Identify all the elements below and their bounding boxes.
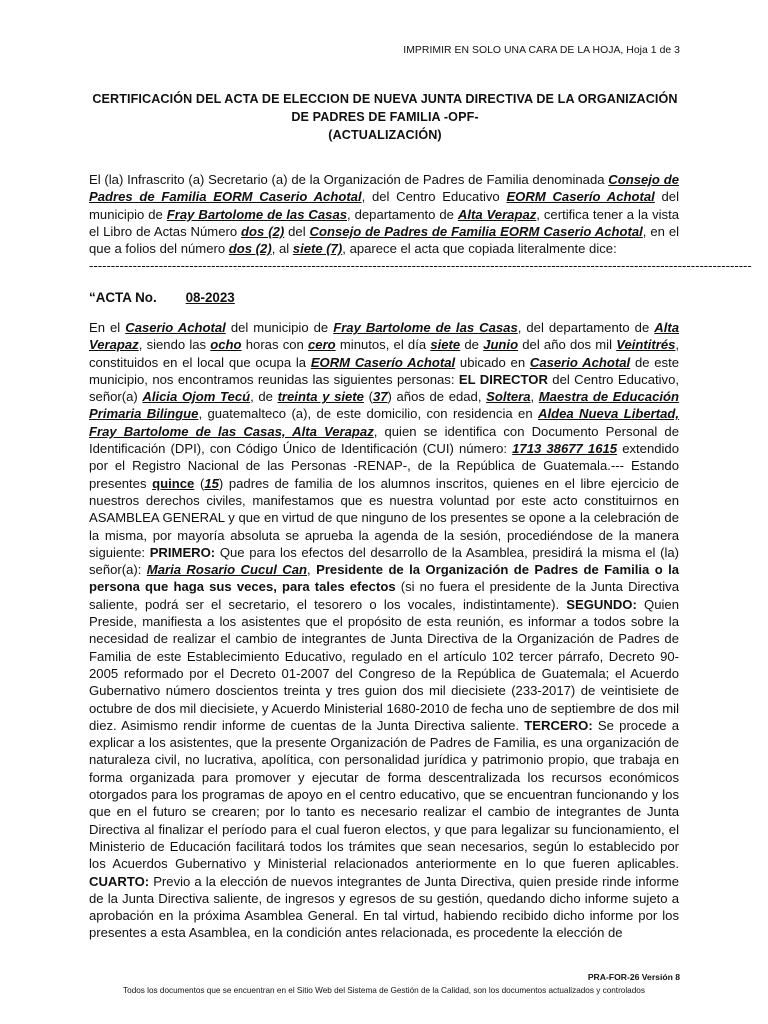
cui-number: 1713 38677 1615 <box>512 441 618 457</box>
text: del municipio de <box>89 189 679 222</box>
hour: ocho <box>210 337 242 353</box>
text: ubicado en <box>455 354 530 370</box>
residence: Aldea Nueva Libertad, Fray Bartolome de las Casas, Alta Verapaz <box>89 406 679 439</box>
text: Previo a la elección de nuevos integrantes de Junta Directiva, quien preside rinde informe de la Junta Directiva saliente, de ingresos y egresos de su gestión, quedando dicho informe sujeto a aprobación en la próxima Asamblea General. En tal virtud, habiendo recibido dicho informe por los presentes a esta Asamblea, en la condición antes relacionada, es procedente la elección de <box>89 873 679 941</box>
title-line-2: DE PADRES DE FAMILIA -OPF- <box>291 110 479 124</box>
dash-fill: -------------------------------------------------------------------------------------------------------------------------------------------------------- <box>89 258 752 274</box>
school-name: EORM Caserío Achotal <box>506 189 655 205</box>
text: , constituidos en el local que ocupa la <box>89 337 680 370</box>
text: del año dos mil <box>518 337 617 353</box>
text: El (la) Infrascrito (a) Secretario (a) de la Organización de Padres de Familia denominada <box>89 172 609 187</box>
attendees-words: quince <box>152 475 195 491</box>
document-title <box>70 90 700 144</box>
text: ( <box>363 389 373 405</box>
director-name: Alicia Ojom Tecú <box>142 389 251 405</box>
text: extendido por el Registro Nacional de las Personas -RENAP-, de la República de Guatemala.--- Estando presentes <box>89 441 679 491</box>
book-number: dos (2) <box>241 223 285 239</box>
section-cuarto: CUARTO: <box>89 873 150 889</box>
attendees-number: 15 <box>204 475 219 491</box>
acta-label: “ACTA No. <box>89 290 157 305</box>
profession: Maestra de Educación Primaria Bilingue <box>89 389 679 422</box>
text: Quien Preside, manifiesta a los asistentes que el propósito de esta reunión, es informar a todos sobre la necesidad de realizar el cambio de integrantes de Junta Directiva de la Organización de Padres de Familia de este Establecimiento Educativo, regulado en el artículo 102 tercer párrafo, Decreto 90-2005 reformado por el Decreto 01-2007 del Congreso de la República de Guatemala; el Acuerdo Gubernativo número doscientos treinta y tres guion dos mil diecisiete (233-2017) de veintisiete de octubre de dos mil diecisiete, y Acuerdo Ministerial 1680-2010 de fecha uno de septiembre de dos mil diez. Asimismo rendir informe de cuentas de la Junta Directiva saliente. <box>89 596 679 733</box>
title-line-3: (ACTUALIZACIÓN) <box>328 128 442 142</box>
location: Caserio Achotal <box>529 354 631 370</box>
text: Que para los efectos del desarrollo de la Asamblea, presidirá la misma el (la) señor(a): <box>89 544 679 578</box>
text: , de <box>250 389 278 405</box>
director-label: EL DIRECTOR <box>458 371 548 387</box>
municipality: Fray Bartolome de las Casas <box>166 206 348 222</box>
text: , siendo las <box>138 337 211 353</box>
text: minutos, el día <box>335 337 431 353</box>
text: (si no fuera el presidente de la Junta Directiva saliente, podrá ser el secretario, el tesorero o los vocales, indistintamente). <box>89 579 679 612</box>
day: siete <box>430 337 461 353</box>
text: , del Centro Educativo <box>361 189 507 205</box>
text: En el <box>89 320 126 335</box>
folio-to: siete (7) <box>292 241 343 257</box>
text: de <box>460 337 484 353</box>
org-name-2: Consejo de Padres de Familia EORM Caserio Achotal <box>309 223 643 239</box>
title-line-1: CERTIFICACIÓN DEL ACTA DE ELECCION DE NUEVA JUNTA DIRECTIVA DE LA ORGANIZACIÓN <box>92 92 678 106</box>
org-name: Consejo de Padres de Familia EORM Caserio Achotal <box>89 172 679 205</box>
caserio: Caserio Achotal <box>125 320 226 335</box>
section-segundo: SEGUNDO: <box>566 596 637 612</box>
footer-note: Todos los documentos que se encuentran en el Sitio Web del Sistema de Gestión de la Calidad, son los documentos actualizados y controlados <box>123 986 645 995</box>
folio-from: dos (2) <box>228 241 272 257</box>
text: del Centro Educativo, señor(a) <box>89 371 679 405</box>
president-name: Maria Rosario Cucul Can <box>146 562 308 578</box>
year: Veintitrés <box>616 337 676 353</box>
month: Junio <box>483 337 519 353</box>
text: ( <box>194 475 205 491</box>
acta-number-value: 08-2023 <box>185 290 235 305</box>
certification-paragraph <box>89 171 752 275</box>
text: ) años de edad, <box>387 389 487 405</box>
acta-number <box>89 290 258 305</box>
text: del <box>284 223 310 239</box>
age-number: 37 <box>372 389 388 405</box>
minutes: cero <box>308 337 336 353</box>
president-label: Presidente de la Organización de Padres de Familia o la persona que haga sus veces, para tales efectos <box>89 562 679 595</box>
text: , al <box>271 241 293 257</box>
department: Alta Verapaz <box>457 206 537 222</box>
municipality: Fray Bartolome de las Casas <box>333 320 518 335</box>
acta-body <box>89 319 679 942</box>
text: , aparece el acta que copiada literalmente dice: <box>342 241 617 257</box>
text: , certifica tener a la vista el Libro de Actas Número <box>89 206 680 239</box>
section-primero: PRIMERO: <box>149 544 216 560</box>
text: , en el que a folios del número <box>89 223 680 257</box>
form-code: PRA-FOR-26 Versión 8 <box>587 972 680 982</box>
text: horas con <box>241 337 309 353</box>
text: , departamento de <box>347 206 458 222</box>
text: de este municipio, nos encontramos reunidas las siguientes personas: <box>89 354 680 387</box>
text: ) padres de familia de los alumnos inscritos, quienes en el libre ejercicio de nuestros derechos civiles, manifestamos que es nuestra voluntad por este acto constituirnos en ASAMBLEA GENERAL y que en virtud de que ninguno de los presentes se opone a la celebración de la misma, por mayoría absoluta se aprueba la agenda de la sesión, procediéndose de la manera siguiente: <box>89 475 680 560</box>
text: , guatemalteco (a), de este domicilio, con residencia en <box>198 406 538 422</box>
print-instruction: IMPRIMIR EN SOLO UNA CARA DE LA HOJA, Hoja 1 de 3 <box>403 45 680 56</box>
meeting-place: EORM Caserío Achotal <box>310 354 456 370</box>
department: Alta Verapaz <box>89 320 680 353</box>
text: del municipio de <box>225 320 334 335</box>
text: , quien se identifica con Documento Personal de Identificación (DPI), con Código Único de Identificación (CUI) número: <box>89 423 679 457</box>
text: , <box>530 389 539 405</box>
text: , <box>307 562 317 578</box>
text: , del departamento de <box>517 320 655 335</box>
text: Se procede a explicar a los asistentes, que la presente Organización de Padres de Familia, es una organización de naturaleza civil, no lucrativa, apolítica, con personalidad jurídica y patrimonio propio, que trabaja en forma organizada para promover y ejecutar de forma descentralizada los recursos económicos otorgados para los programas de apoyo en el centro educativo, que se encuentran funcionando y los que en el futuro se crearen; por lo tanto es necesario realizar el cambio de integrantes de Junta Directiva al finalizar el período para el cual fueron electos, y que para legalizar su funcionamiento, el Ministerio de Educación facilitará todos los trámites que sean necesarios, según lo establecido por los Acuerdos Gubernativo y Ministerial relacionados anteriormente en lo que fueren aplicables. <box>89 717 680 872</box>
civil-status: Soltera <box>486 389 531 405</box>
age-words: treinta y siete <box>277 389 364 405</box>
section-tercero: TERCERO: <box>524 717 593 733</box>
